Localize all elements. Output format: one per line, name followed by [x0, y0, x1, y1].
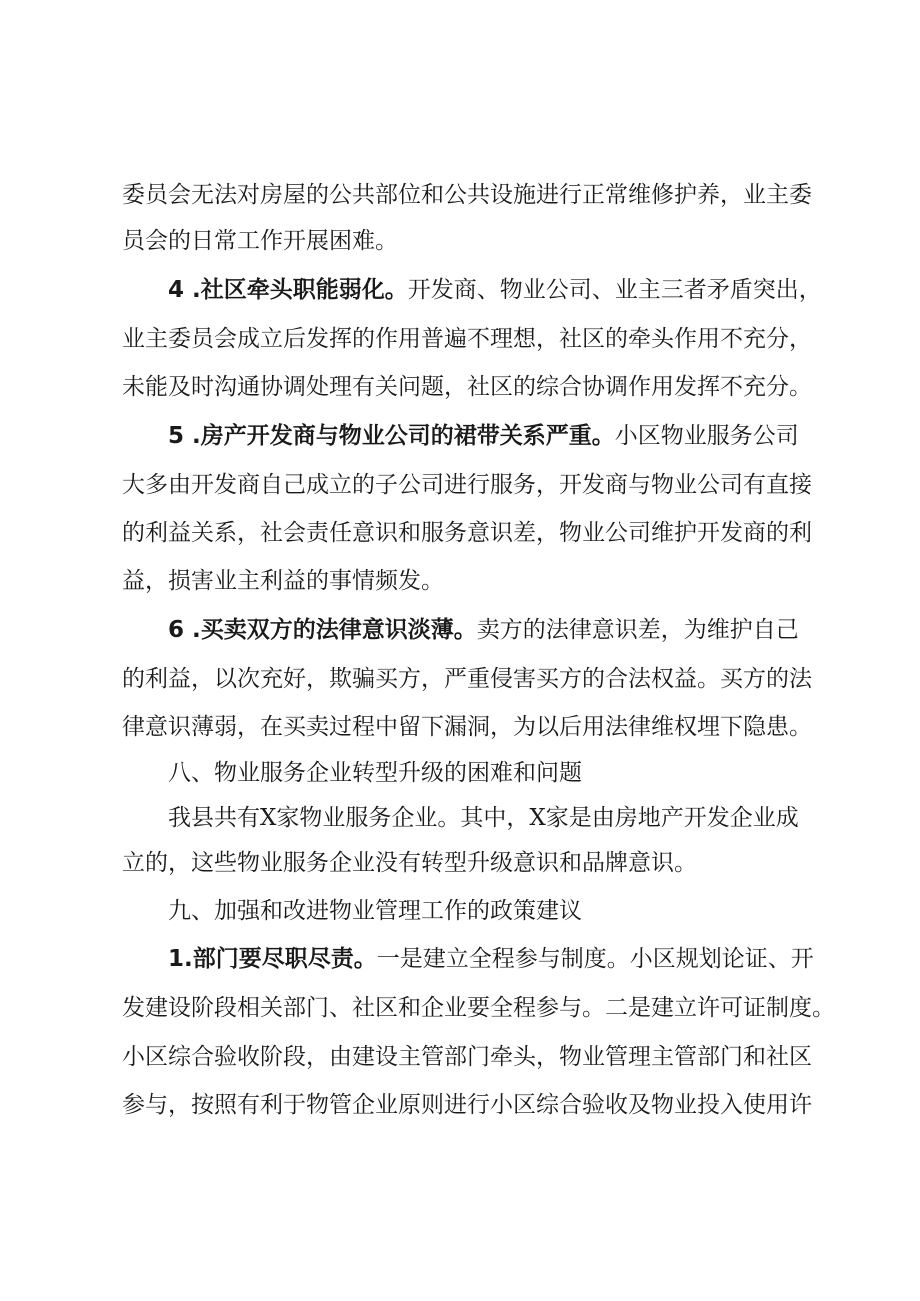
paragraph-text: 小区综合验收阶段，由建设主管部门牵头，物业管理主管部门和社区: [122, 1044, 812, 1070]
section-heading: [168, 896, 920, 926]
text-line: [122, 993, 920, 1023]
paragraph-text: 立的，这些物业服务企业没有转型升级意识和品牌意识。: [122, 850, 697, 876]
paragraph-text: 员会的日常工作开展困难。: [122, 228, 398, 254]
paragraph-text: 卖方的法律意识差，为维护自己: [476, 617, 799, 643]
paragraph-text: 未能及时沟通协调处理有关问题，社区的综合协调作用发挥不充分。: [122, 374, 812, 400]
paragraph-text: 开发商、物业公司、业主三者矛盾突出，: [407, 277, 822, 303]
text-line: [168, 944, 920, 974]
text-line: [122, 226, 920, 256]
paragraph-text: 参与，按照有利于物管企业原则进行小区综合验收及物业投入使用许: [122, 1092, 812, 1118]
paragraph-text: 律意识薄弱，在买卖过程中留下漏洞，为以后用法律维权埋下隐患。: [122, 714, 812, 740]
paragraph-text: 业主委员会成立后发挥的作用普遍不理想，社区的牵头作用不充分，: [122, 326, 812, 352]
paragraph-lead-bold: 5 .房产开发商与物业公司的裙带关系严重。: [168, 423, 615, 449]
text-line: [168, 421, 920, 451]
section-heading: [168, 758, 920, 788]
section-heading-text: 八、物业服务企业转型升级的困难和问题: [168, 760, 582, 786]
paragraph-text: 大多由开发商自己成立的子公司进行服务，开发商与物业公司有直接: [122, 472, 812, 498]
paragraph-text: 委员会无法对房屋的公共部位和公共设施进行正常维修护养，业主委: [122, 182, 812, 208]
text-line: [122, 324, 920, 354]
paragraph-text: 的利益，以次充好，欺骗买方，严重侵害买方的合法权益。买方的法: [122, 666, 812, 692]
text-line: [122, 470, 920, 500]
section-heading-text: 九、加强和改进物业管理工作的政策建议: [168, 898, 582, 924]
text-line: [122, 664, 920, 694]
paragraph-text: 益，损害业主利益的事情频发。: [122, 568, 444, 594]
paragraph-lead-bold: 6 .买卖双方的法律意识淡薄。: [168, 617, 477, 643]
text-line: [168, 615, 920, 645]
text-line: [122, 372, 920, 402]
text-line: [122, 1042, 920, 1072]
paragraph-text: 小区物业服务公司: [614, 423, 799, 449]
paragraph-lead-bold: 4 .社区牵头职能弱化。: [168, 277, 408, 303]
paragraph-lead-bold: 1.部门要尽职尽责。: [168, 946, 377, 972]
text-line: [168, 803, 920, 833]
text-line: [122, 566, 920, 596]
text-line: [122, 180, 920, 210]
paragraph-text: 发建设阶段相关部门、社区和企业要全程参与。二是建立许可证制度。: [122, 995, 835, 1021]
text-line: [122, 1090, 920, 1120]
text-line: [122, 712, 920, 742]
paragraph-text: 我县共有X家物业服务企业。其中，X家是由房地产开发企业成: [168, 805, 799, 831]
text-line: [168, 275, 920, 305]
text-line: [122, 518, 920, 548]
paragraph-text: 一是建立全程参与制度。小区规划论证、开: [376, 946, 814, 972]
text-line: [122, 848, 920, 878]
paragraph-text: 的利益关系，社会责任意识和服务意识差，物业公司维护开发商的利: [122, 520, 812, 546]
